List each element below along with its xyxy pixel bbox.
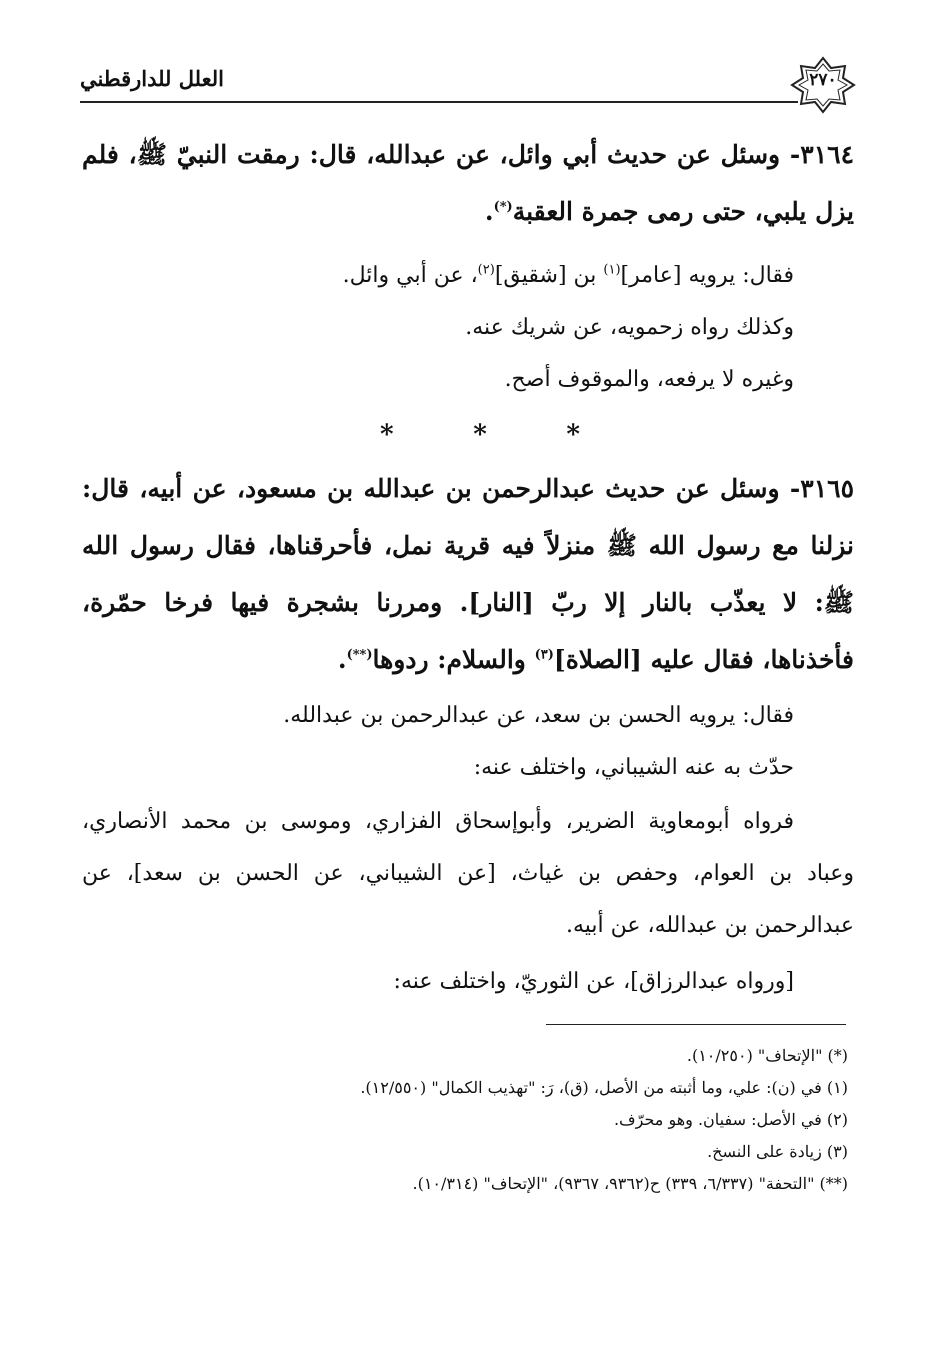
page-number: ٢٧٠ <box>809 70 837 90</box>
book-title: العلل للدارقطني <box>80 66 224 91</box>
question-3164 <box>82 126 854 240</box>
page-number-badge <box>790 56 856 114</box>
footnote-item: (٣) زيادة على النسخ. <box>707 1142 848 1161</box>
question-3164-text: ٣١٦٤- وسئل عن حديث أبي وائل، عن عبدالله، قال: رمقت النبيّ ﷺ، فلم يزل يلبي، حتى رمى جمرة العقبة <box>82 140 854 226</box>
answer-3164-text-b: بن [شقيق] <box>494 263 604 288</box>
answer-3164-line-3: وغيره لا يرفعه، والموقوف أصح. <box>504 367 794 392</box>
question-3164-marker: (*) <box>493 199 513 215</box>
question-3165-dot: . <box>337 645 347 674</box>
footnote-ref-1: (١) <box>603 262 621 278</box>
question-3165-text: ٣١٦٥- وسئل عن حديث عبدالرحمن بن عبدالله بن مسعود، عن أبيه، قال: نزلنا مع رسول الله ﷺ منزلاً فيه قرية نمل، فأحرقناها، فقال رسول الله ﷺ: لا يعذّب بالنار إلا ربّ [النار]. ومررنا بشجرة فيها فرخا حمّرة، فأخذناها، فقال عليه [الصلاة] <box>82 474 854 674</box>
footnote-item: (*) "الإتحاف" (١٠/٢٥٠). <box>686 1046 848 1065</box>
answer-3165-paragraph: فرواه أبومعاوية الضرير، وأبوإسحاق الفزاري، وموسى بن محمد الأنصاري، وعباد بن العوام، وحفص بن غياث، [عن الشيباني، عن الحسن بن سعد]، عن عبدالرحمن بن عبدالله، عن أبيه. <box>82 809 854 938</box>
footnote-item: (١) في (ن): علي، وما أثبته من الأصل، (ق)، رَ: "تهذيب الكمال" (١٢/٥٥٠). <box>360 1078 848 1097</box>
separator-star: * <box>380 420 394 450</box>
answer-3164-text-a: فقال: يرويه [عامر] <box>620 263 794 288</box>
question-3165-end: والسلام: ردوها <box>372 645 535 674</box>
footnote-rule <box>546 1024 846 1025</box>
answer-3164-text-c: ، عن أبي وائل. <box>342 263 478 288</box>
section-separator <box>380 420 580 450</box>
question-3165 <box>82 460 854 688</box>
footnote-item: (**) "التحفة" (٦/٣٣٧، ٣٣٩) ح(٩٣٦٢، ٩٣٦٧)، "الإتحاف" (١٠/٣١٤). <box>412 1174 848 1193</box>
separator-star: * <box>473 420 487 450</box>
footnotes <box>82 1040 854 1200</box>
answer-3165-line-1: فقال: يرويه الحسن بن سعد، عن عبدالرحمن بن عبدالله. <box>283 703 794 728</box>
question-3164-end: . <box>484 197 494 226</box>
separator-star: * <box>566 420 580 450</box>
footnote-ref-2: (٢) <box>477 262 495 278</box>
answer-3165-line-4: [ورواه عبدالرزاق]، عن الثوريّ، واختلف عنه: <box>393 969 794 994</box>
answer-3165-line-2: حدّث به عنه الشيباني، واختلف عنه: <box>473 755 794 780</box>
header-rule <box>80 101 798 103</box>
footnote-item: (٢) في الأصل: سفيان. وهو محرّف. <box>613 1110 848 1129</box>
footnote-ref-3: (٣) <box>534 647 554 663</box>
question-3165-marker: (**) <box>346 647 373 663</box>
answer-3164-line-2: وكذلك رواه زحمويه، عن شريك عنه. <box>465 315 794 340</box>
answer-3164-line-1 <box>82 250 854 302</box>
